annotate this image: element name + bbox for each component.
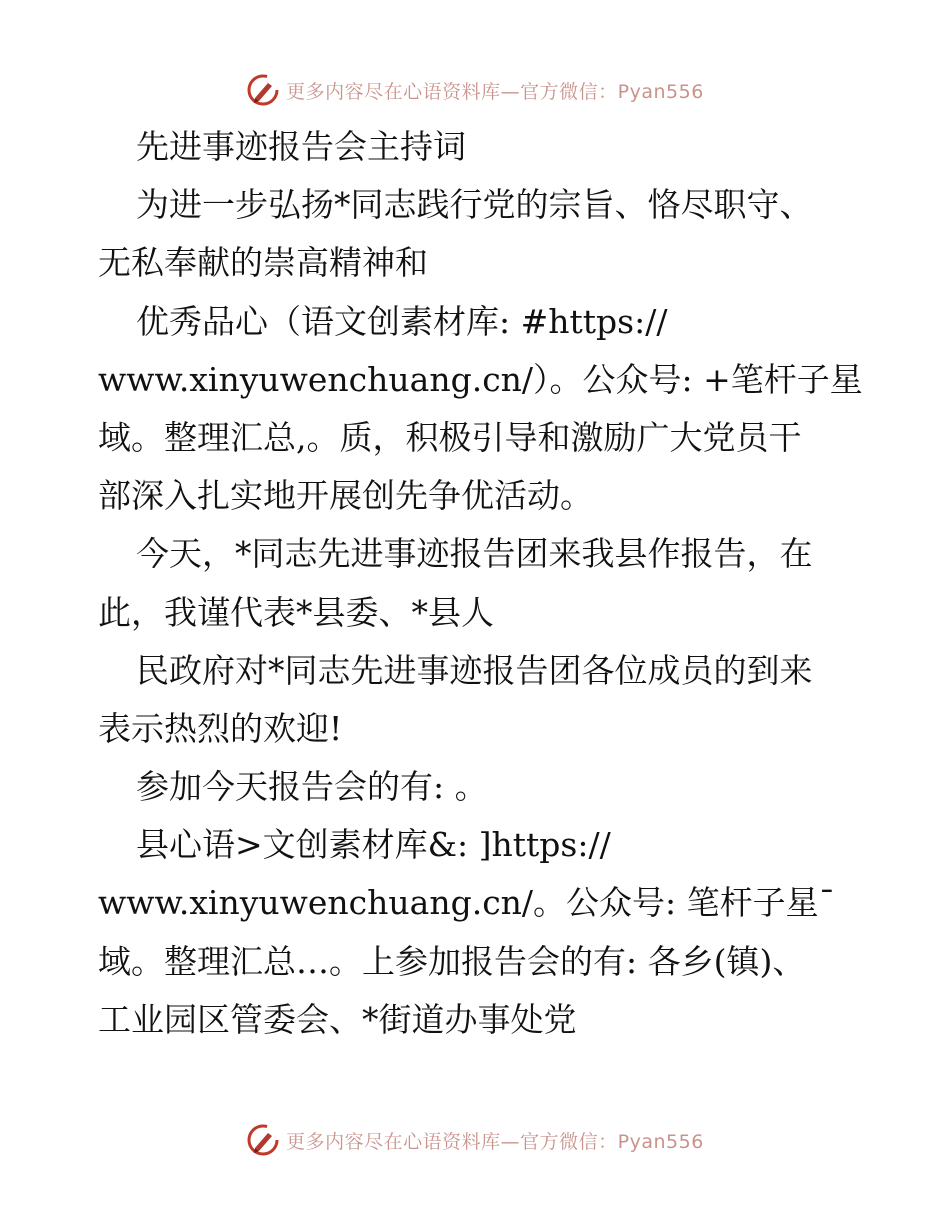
paragraph-line: 工业园区管委会、*街道办事处党 (98, 999, 577, 1039)
footer-banner-text: 更多内容尽在心语资料库—官方微信：Pyan556 (286, 1130, 704, 1153)
paragraph-line: 县心语>文创素材库&: ]https:// (136, 825, 611, 865)
document-body (98, 118, 863, 1049)
document-title: 先进事迹报告会主持词 (136, 127, 466, 166)
paragraph-line: www.xinyuwenchuang.cn/。公众号: 笔杆子星¯ (98, 883, 836, 923)
paragraph-line: 部深入扎实地开展创先争优活动。 (98, 476, 593, 516)
paragraph-line: 优秀品心（语文创素材库: #https:// (136, 301, 668, 341)
footer-banner (0, 1120, 950, 1160)
paragraph-line: 无私奉献的崇高精神和 (98, 243, 428, 283)
pen-circle-logo-icon (246, 1123, 280, 1157)
paragraph-line: 此，我谨代表*县委、*县人 (98, 592, 494, 632)
paragraph-line: 域。整理汇总…。上参加报告会的有: 各乡(镇)、 (98, 941, 806, 981)
paragraph-line: 表示热烈的欢迎! (98, 708, 343, 748)
paragraph-line: www.xinyuwenchuang.cn/）。公众号: +笔杆子星 (98, 359, 863, 399)
paragraph-line: 民政府对*同志先进事迹报告团各位成员的到来 (136, 650, 813, 690)
pen-circle-logo-icon (246, 73, 280, 107)
paragraph-line: 域。整理汇总,。质，积极引导和激励广大党员干 (98, 417, 802, 457)
paragraph-line: 参加今天报告会的有: 。 (136, 767, 488, 807)
header-banner (0, 70, 950, 110)
header-banner-text: 更多内容尽在心语资料库—官方微信：Pyan556 (286, 80, 704, 103)
paragraph-line: 今天，*同志先进事迹报告团来我县作报告，在 (136, 534, 813, 574)
paragraph-line: 为进一步弘扬*同志践行党的宗旨、恪尽职守、 (136, 185, 813, 225)
